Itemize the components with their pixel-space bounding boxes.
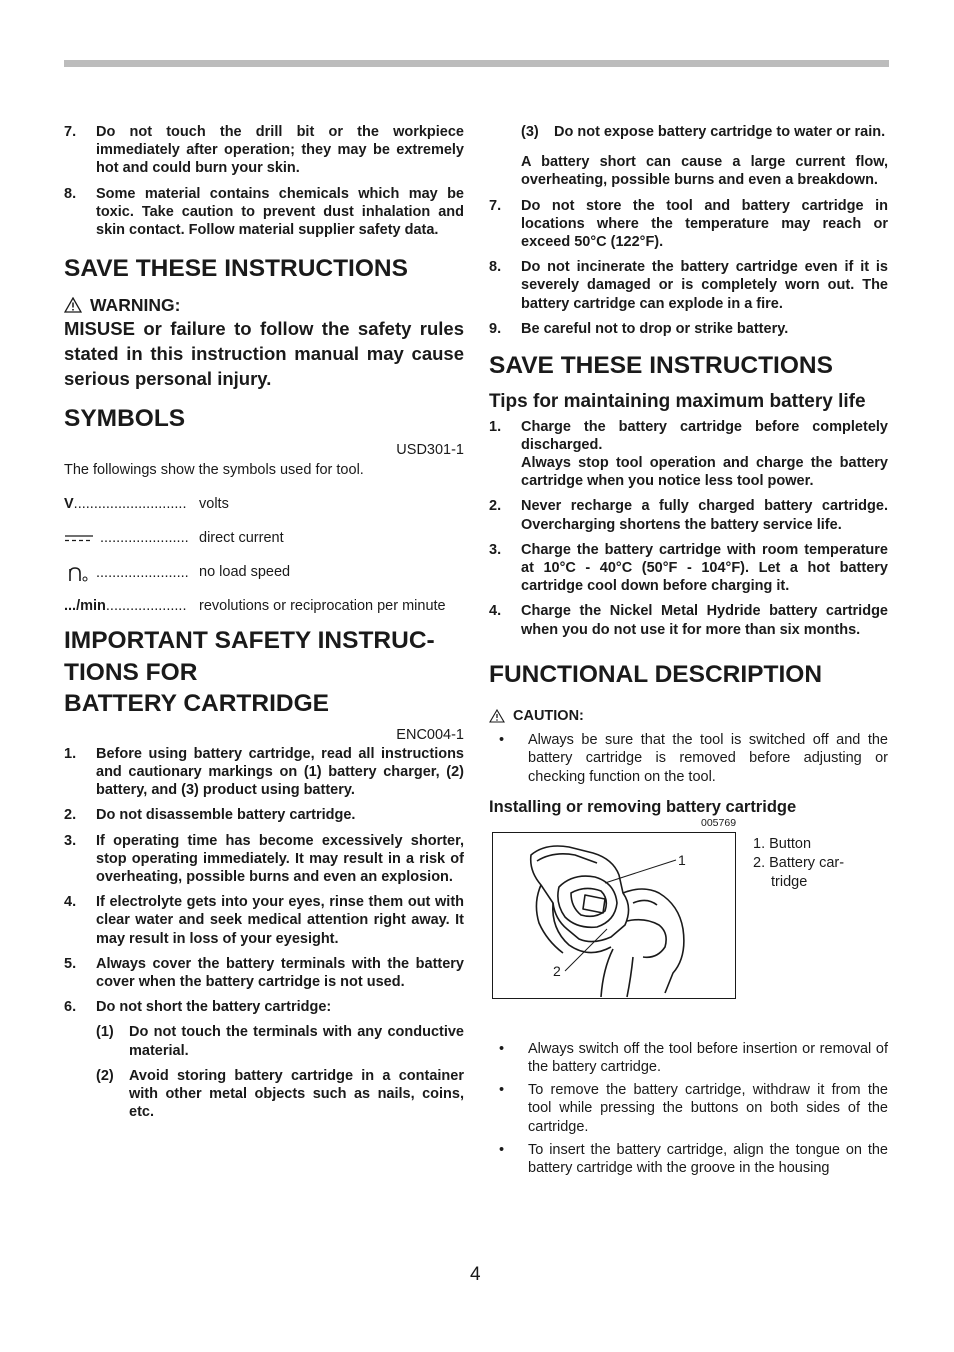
list-item: 6. Do not short the battery cartridge: xyxy=(64,999,332,1016)
warning-triangle-icon xyxy=(64,297,82,313)
warning-heading: WARNING: xyxy=(64,295,464,316)
list-item: 8. Some material contains chemicals which may be toxic. Take caution to prevent dust inhalation and skin contact. Follow material supplier safety data. xyxy=(64,185,464,239)
sub-list-item: (1) Do not touch the terminals with any conductive material. xyxy=(96,1024,464,1059)
list-item: 1. Before using battery cartridge, read all instructions and cautionary markings on (1) battery charger, (2) battery, and (3) product using battery. xyxy=(64,745,464,799)
symbol-row-no-load-speed: ....................... no load speed xyxy=(64,563,464,583)
list-item: 7. Do not store the tool and battery cartridge in locations where the temperature may reach or exceed 50°C (122°F). xyxy=(489,197,888,251)
header-rule xyxy=(64,60,889,67)
symbols-heading: SYMBOLS xyxy=(64,404,186,432)
list-item: 4. Charge the Nickel Metal Hydride battery cartridge when you do not use it for more than six months. xyxy=(489,603,888,638)
sub-list-item: (3) Do not expose battery cartridge to water or rain. xyxy=(521,124,886,140)
page-number: 4 xyxy=(470,1264,481,1285)
install-figure-block xyxy=(489,817,888,1009)
list-item: 3. If operating time has become excessively shorter, stop operating immediately. It may result in a risk of overheating, possible burns and even an explosion. xyxy=(64,832,464,885)
figure-legend: 1. Button 2. Battery car- tridge xyxy=(753,835,845,890)
install-bullet: • To insert the battery cartridge, align the tongue on the battery cartridge with the groove in the housing xyxy=(499,1141,888,1177)
warning-triangle-icon xyxy=(489,709,505,723)
no-load-speed-icon xyxy=(64,563,90,583)
caution-heading: CAUTION: xyxy=(489,708,888,724)
callout-1: 1 xyxy=(678,851,686,868)
list-item: 4. If electrolyte gets into your eyes, rinse them out with clear water and seek medical attention right away. It may result in loss of your eyesight. xyxy=(64,894,464,947)
install-bullet: • To remove the battery cartridge, withdraw it from the tool while pressing the buttons on both sides of the cartridge. xyxy=(499,1082,888,1135)
left-column xyxy=(64,123,464,1128)
list-item: 5. Always cover the battery terminals with the battery cover when the battery cartridge is not used. xyxy=(64,955,464,990)
right-column xyxy=(489,123,888,1177)
callout-2: 2 xyxy=(553,962,561,979)
list-item: 2. Never recharge a fully charged battery cartridge. Overcharging shortens the battery service life. xyxy=(489,498,888,533)
figure-code: 005769 xyxy=(701,816,737,829)
symbol-row-volts: V............................ volts xyxy=(64,496,229,513)
caution-bullet: • Always be sure that the tool is switched off and the battery cartridge is removed before adjusting or checking function on the tool. xyxy=(499,732,888,785)
tips-heading: Tips for maintaining maximum battery life xyxy=(489,390,866,412)
list-item: 9. Be careful not to drop or strike battery. xyxy=(489,320,789,337)
install-figure xyxy=(492,832,736,999)
save-instructions-heading: SAVE THESE INSTRUCTIONS xyxy=(489,352,833,380)
battery-code: ENC004-1 xyxy=(396,726,464,743)
symbol-row-per-minute: .../min.................... revolutions or reciprocation per minute xyxy=(64,598,446,615)
list-item: 2. Do not disassemble battery cartridge. xyxy=(64,807,356,824)
list-item: 3. Charge the battery cartridge with room temperature at 10°C - 40°C (50°F - 104°F). Let a hot battery cartridge cool down before charging it. xyxy=(489,541,888,595)
install-bullet: • Always switch off the tool before insertion or removal of the battery cartridge. xyxy=(499,1040,888,1076)
symbol-row-direct-current: ...................... direct current xyxy=(64,529,464,547)
list-item: 7. Do not touch the drill bit or the workpiece immediately after operation; they may be extremely hot and could burn your skin. xyxy=(64,124,464,177)
save-instructions-heading: SAVE THESE INSTRUCTIONS xyxy=(64,255,408,283)
symbols-intro: The followings show the symbols used for tool. xyxy=(64,462,364,479)
warning-text: MISUSE or failure to follow the safety rules stated in this instruction manual may cause serious personal injury. xyxy=(64,317,464,389)
functional-description-heading: FUNCTIONAL DESCRIPTION xyxy=(489,660,823,688)
symbols-code: USD301-1 xyxy=(396,442,464,459)
battery-insertion-illustration xyxy=(493,833,735,998)
battery-safety-heading: IMPORTANT SAFETY INSTRUC- TIONS FOR BATTERY CARTRIDGE xyxy=(64,627,435,718)
list-item: 8. Do not incinerate the battery cartridge even if it is severely damaged or is completely worn out. The battery cartridge can explode in a fire. xyxy=(489,259,888,312)
install-heading: Installing or removing battery cartridge xyxy=(489,797,797,816)
short-circuit-note: A battery short can cause a large current flow, overheating, possible burns and even a breakdown. xyxy=(521,154,888,189)
list-item: 1. Charge the battery cartridge before completely discharged. Always stop tool operation and charge the battery cartridge when you notice less tool power. xyxy=(489,418,888,490)
sub-list-item: (2) Avoid storing battery cartridge in a container with other metal objects such as nails, coins, etc. xyxy=(96,1067,464,1121)
direct-current-icon xyxy=(64,533,94,543)
